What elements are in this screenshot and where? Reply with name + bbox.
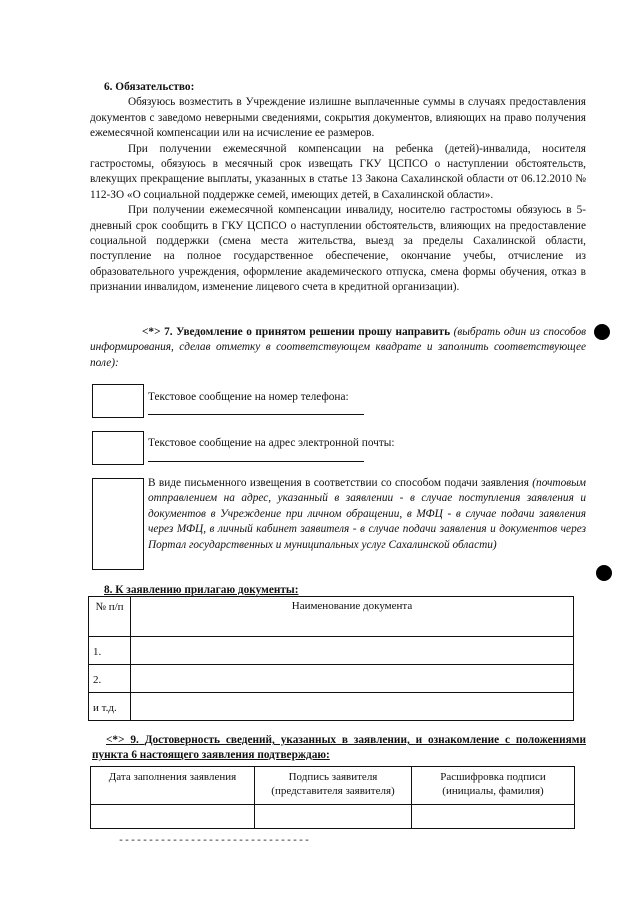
section-6 [90, 80, 586, 296]
checkbox-letter[interactable] [92, 478, 144, 570]
date-column-header: Дата заполнения заявления [91, 767, 255, 805]
checkbox-email[interactable] [92, 431, 144, 465]
table-row [89, 693, 574, 721]
row-number: и т.д. [89, 693, 131, 721]
footnote-separator: -------------------------------- [118, 836, 311, 847]
section-6-heading: 6. Обязательство: [104, 81, 195, 93]
document-name-cell[interactable] [131, 665, 574, 693]
signature-decode-column-header: Расшифровка подписи (инициалы, фамилия) [412, 767, 575, 805]
signature-header-row [91, 767, 575, 805]
signature-table [90, 766, 575, 829]
date-cell[interactable] [91, 805, 255, 829]
section-8-heading: 8. К заявлению прилагаю документы: [104, 584, 299, 596]
email-address-field[interactable] [148, 461, 364, 462]
section-6-paragraph-1: Обязуюсь возместить в Учреждение излишне выплаченные суммы в случаях предоставления документов с заведомо неверными сведениями, сокрытия документов, влияющих на право получения ежемесячной компенсации или на исчисление ее размеров. [90, 96, 586, 140]
punch-hole-top [594, 324, 610, 340]
section-9-heading: Достоверность сведений, указанных в заявлении, и ознакомление с положениями пункта 6 настоящего заявления подтверждаю: [92, 734, 586, 762]
option-letter-note: (почтовым отправлением на адрес, указанный в заявлении - в случае поступления заявления и документов в Учреждение при личном обращении, в МФЦ - в случае подачи заявления через МФЦ, в личный кабинет заявителя - в случае подачи заявления и документов через Портал государственных и муниципальных услуг Сахалинской области) [148, 477, 587, 551]
section-7-prefix: <*> 7. [142, 326, 173, 338]
document-name-cell[interactable] [131, 693, 574, 721]
signature-column-header: Подпись заявителя (представителя заявителя) [255, 767, 412, 805]
section-7-heading: Уведомление о принятом решении прошу направить [176, 326, 451, 338]
table-header-row [89, 597, 574, 637]
signature-decode-cell[interactable] [412, 805, 575, 829]
option-letter [148, 476, 586, 553]
column-number-header: № п/п [89, 597, 131, 637]
section-7-note: (выбрать один из способов информирования, сделав отметку в соответствующем квадрате и заполнить соответствующее поле): [90, 326, 586, 369]
signature-input-row [91, 805, 575, 829]
row-number: 2. [89, 665, 131, 693]
section-6-paragraph-3: При получении ежемесячной компенсации инвалиду, носителю гастростомы обязуюсь в 5-дневный срок сообщить в ГКУ ЦСПСО о наступлении обстоятельств, влияющих на предоставление социальной поддержки (смена места жительства, выезд за пределы Сахалинской области, поступление на полное государственное обеспечение, окончание учебы, отчисление из образовательного учреждения, оформление академического отпуска, смена формы обучения, отказ в признании инвалидом, изменение лицевого счета в кредитной организации). [90, 204, 586, 294]
column-name-header: Наименование документа [131, 597, 574, 637]
phone-number-field[interactable] [148, 414, 364, 415]
checkbox-phone[interactable] [92, 384, 144, 418]
table-row [89, 637, 574, 665]
section-9 [92, 733, 586, 764]
option-email-label: Текстовое сообщение на адрес электронной почты: [148, 437, 395, 449]
section-7 [90, 325, 586, 371]
section-6-paragraph-2: При получении ежемесячной компенсации на ребенка (детей)-инвалида, носителя гастростомы, обязуюсь в месячный срок извещать ГКУ ЦСПСО о наступлении обстоятельств, влекущих прекращение выплаты, указанных в статье 13 Закона Сахалинской области от 06.12.2010 № 112-ЗО «О социальной поддержке семей, имеющих детей, в Сахалинской области». [90, 142, 586, 201]
table-row [89, 665, 574, 693]
punch-hole-bottom [596, 565, 612, 581]
row-number: 1. [89, 637, 131, 665]
signature-cell[interactable] [255, 805, 412, 829]
option-phone-label: Текстовое сообщение на номер телефона: [148, 391, 349, 403]
section-9-prefix: <*> 9. [106, 734, 139, 746]
document-name-cell[interactable] [131, 637, 574, 665]
option-letter-label: В виде письменного извещения в соответствии со способом подачи заявления [148, 477, 529, 489]
documents-table [88, 596, 574, 721]
